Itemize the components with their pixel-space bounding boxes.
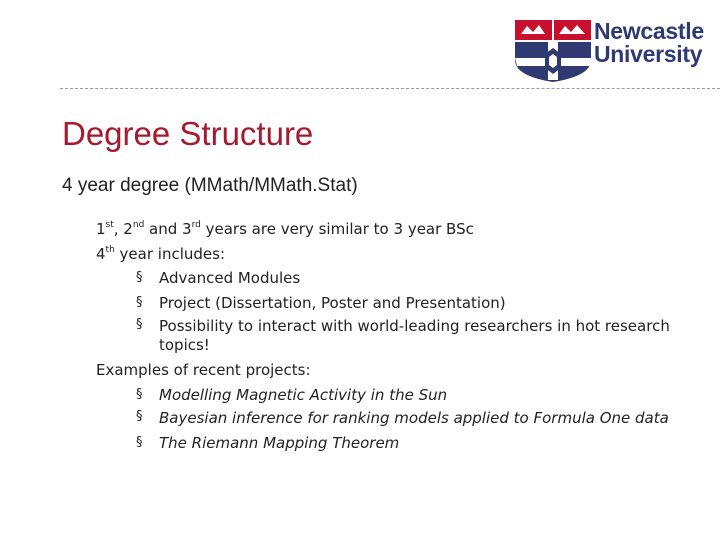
university-crest-icon <box>515 20 591 82</box>
year4-item: Project (Dissertation, Poster and Presentation) <box>159 293 506 312</box>
list-item <box>96 266 696 291</box>
project-item: Bayesian inference for ranking models applied to Formula One data <box>159 409 669 427</box>
slide-title: Degree Structure <box>62 115 314 152</box>
list-item <box>96 291 696 316</box>
project-item: Modelling Magnetic Activity in the Sun <box>159 385 448 404</box>
years-similar-line: 1st, 2nd and 3rd years are very similar to 3 year BSc <box>96 220 474 238</box>
list-item <box>96 431 696 456</box>
year4-heading: 4th year includes: <box>96 244 225 263</box>
list-item <box>96 383 696 408</box>
header-divider <box>60 88 720 89</box>
bullet-marker: § <box>136 294 143 310</box>
year4-item: Possibility to interact with world-leading researchers in hot research topics! <box>159 317 670 354</box>
slide-subtitle: 4 year degree (MMath/MMath.Stat) <box>62 175 358 196</box>
university-logo[interactable] <box>515 18 704 82</box>
list-item <box>96 315 679 358</box>
bullet-marker: § <box>136 317 143 332</box>
bullet-marker: § <box>136 386 143 402</box>
bullet-marker: § <box>136 435 143 450</box>
logo-line-1: Newcastle <box>594 18 704 44</box>
logo-line-2: University <box>594 41 703 67</box>
project-item: The Riemann Mapping Theorem <box>159 434 400 452</box>
list-item <box>96 407 720 431</box>
slide-body <box>96 217 696 456</box>
bullet-marker: § <box>136 409 143 424</box>
year4-item: Advanced Modules <box>159 269 301 287</box>
examples-heading: Examples of recent projects: <box>96 361 311 379</box>
bullet-marker: § <box>136 270 143 285</box>
